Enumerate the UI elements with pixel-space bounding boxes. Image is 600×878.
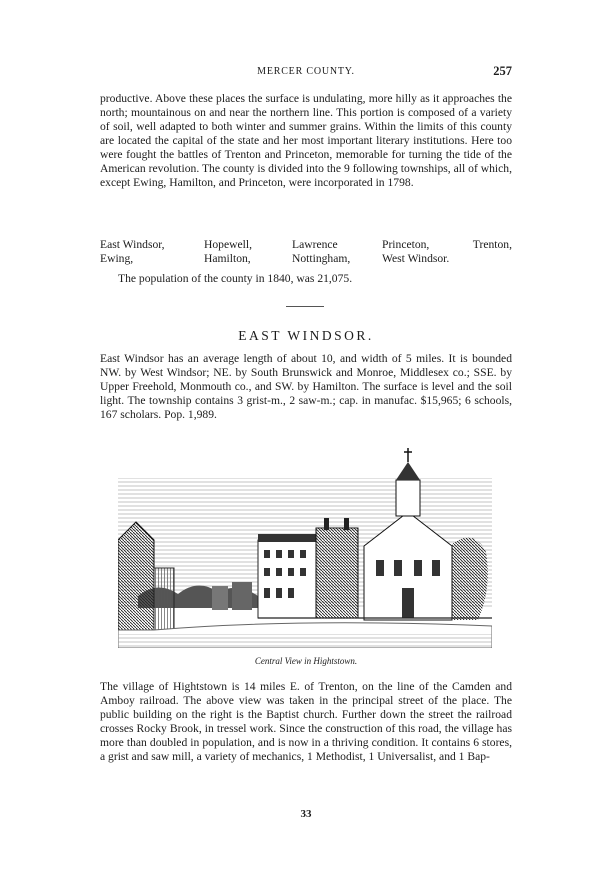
township-name: Ewing, xyxy=(100,252,134,265)
distant-house xyxy=(212,586,228,610)
left-building xyxy=(118,522,154,630)
hightstown-paragraph: The village of Hightstown is 14 miles E. of Trenton, on the line of the Camden and Amboy railroad. The above view was taken in the principal street of the place. The public building on the right is the Baptist church. Further down the street the railroad crosses Rocky Brook, in tressel work. Since the construction of this road, the village has more than doubled in population, and is now in a thriving condition. It contains 6 stores, a grist and saw mill, a variety of mechanics, 1 Methodist, 1 Universalist, and 1 Bap- xyxy=(100,680,512,763)
page-number: 257 xyxy=(493,64,512,78)
township-name: Nottingham, xyxy=(292,252,351,265)
township-row-2 xyxy=(100,252,512,266)
township-name: Hamilton, xyxy=(204,252,251,265)
township-name: Trenton, xyxy=(472,238,512,251)
section-divider xyxy=(286,306,324,307)
distant-house xyxy=(232,582,252,610)
church-steeple xyxy=(396,462,420,480)
chimney xyxy=(344,518,349,530)
church-tower xyxy=(396,480,420,516)
township-name: Princeton, xyxy=(382,238,430,251)
running-header xyxy=(100,64,512,80)
township-name: East Windsor, xyxy=(100,238,165,251)
east-windsor-paragraph: East Windsor has an average length of about 10, and width of 5 miles. It is bounded NW. by West Windsor; NE. by South Brunswick and Monroe, Middlesex co.; SSE. by Upper Freehold, Monmouth co., and SW. by Hamilton. The surface is level and the soil light. The township contains 3 grist-m., 2 saw-m.; cap. in manufac. $15,965; 6 schools, 167 scholars. Pop. 1,989. xyxy=(100,352,512,421)
dark-building xyxy=(316,528,358,618)
township-row-1 xyxy=(100,238,512,252)
right-trees xyxy=(452,538,488,620)
section-heading: EAST WINDSOR. xyxy=(238,328,374,343)
running-title: MERCER COUNTY. xyxy=(257,66,355,77)
township-name: West Windsor. xyxy=(382,252,450,265)
township-name: Lawrence xyxy=(292,238,338,251)
township-name: Hopewell, xyxy=(204,238,252,251)
hightstown-engraving xyxy=(118,448,492,648)
figure-caption: Central View in Hightstown. xyxy=(254,656,358,666)
county-population-line: The population of the county in 1840, was 21,075. xyxy=(118,272,353,285)
signature-mark: 33 xyxy=(300,808,312,820)
township-list xyxy=(100,238,512,266)
county-description-paragraph: productive. Above these places the surface is undulating, more hilly as it approaches the north; mountainous on and near the northern line. This portion is composed of a variety of soil, well adapted to both winter and summer grains. Within the limits of this county are located the capital of the state and her most important literary institutions. Here too were fought the battles of Trenton and Princeton, memorable for turning the tide of the American revolution. The county is divided into the 9 following townships, all of which, except Ewing, Hamilton, and Princeton, were incorporated in 1798. xyxy=(100,92,512,189)
left-shed xyxy=(154,568,174,630)
chimney xyxy=(324,518,329,530)
ground-shading xyxy=(118,634,492,648)
brick-building-roof xyxy=(258,534,316,542)
